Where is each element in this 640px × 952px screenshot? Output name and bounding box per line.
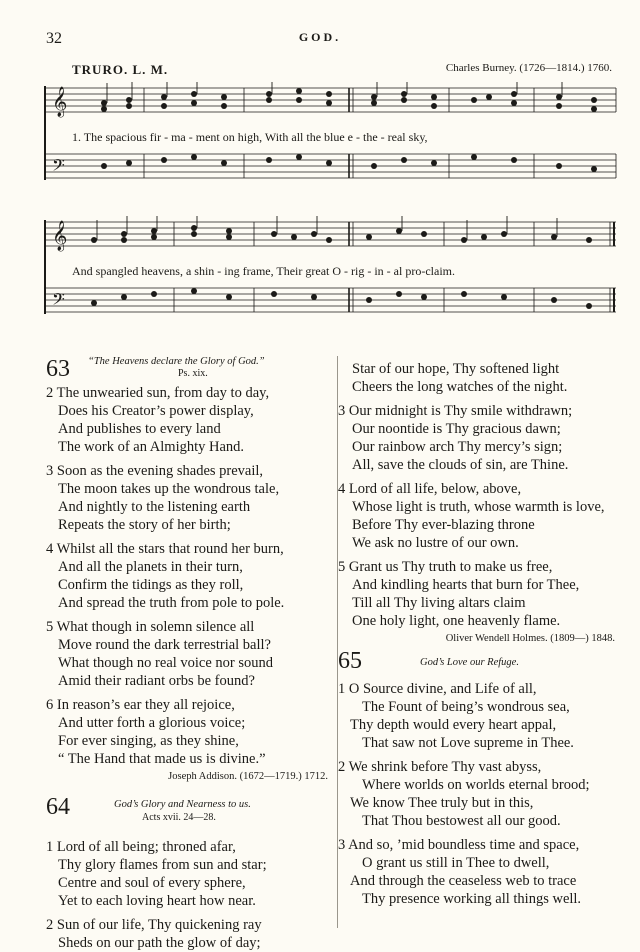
verse-line: Thy depth would every heart appal, <box>350 717 557 733</box>
hymn-65-title: God’s Love our Refuge. <box>420 657 519 668</box>
verse-line: 2 Sun of our life, Thy quickening ray <box>46 917 262 933</box>
hymn-63-verse <box>46 618 334 690</box>
verse-line: That Thou bestowest all our good. <box>362 813 561 829</box>
verse-line: Amid their radiant orbs be found? <box>58 673 255 689</box>
hymn-63-verse <box>46 696 334 768</box>
hymn-65-heading <box>338 650 627 680</box>
verse-line: And nightly to the listening earth <box>58 499 251 515</box>
hymn-64-number: 64 <box>46 794 70 820</box>
tune-lyric-line-2: And spangled heavens, a shin - ing frame, Their great O - rig - in - al pro-claim. <box>72 264 455 278</box>
verse-line: And spread the truth from pole to pole. <box>58 595 285 611</box>
verse-line: 5 Grant us Thy truth to make us free, <box>338 559 553 575</box>
verse-line: What though no real voice nor sound <box>58 655 274 671</box>
hymn-64-heading <box>46 790 334 838</box>
verse-line: 3 And so, ’mid boundless time and space, <box>338 837 580 853</box>
hymn-64-verses <box>46 838 334 952</box>
verse-line: For ever singing, as they shine, <box>58 733 239 749</box>
verse-line: We know Thee truly but in this, <box>350 795 534 811</box>
hymn-64-verse <box>338 480 627 552</box>
hymn-63-attribution: Joseph Addison. (1672—1719.) 1712. <box>168 771 328 782</box>
hymn-64-verse <box>338 402 627 474</box>
verse-line: Whose light is truth, whose warmth is love, <box>352 499 605 515</box>
hymn-63-title: “The Heavens declare the Glory of God.” <box>88 356 265 367</box>
hymn-64-verses-continued <box>338 360 627 648</box>
hymn-64-verse <box>46 916 334 952</box>
verse-line: Centre and soul of every sphere, <box>58 875 246 891</box>
treble-clef-icon: 𝄞 <box>52 87 68 117</box>
bass-clef-icon: 𝄢 <box>52 155 65 179</box>
left-column <box>46 384 334 952</box>
bass-clef-icon-2: 𝄢 <box>52 289 65 313</box>
hymn-65-number: 65 <box>338 648 362 674</box>
verse-line: The moon takes up the wondrous tale, <box>58 481 280 497</box>
verse-line: Before Thy ever-blazing throne <box>352 517 535 533</box>
hymn-63-verse <box>46 384 334 456</box>
verse-line: Our noontide is Thy gracious dawn; <box>352 421 561 437</box>
verse-line: 1 O Source divine, and Life of all, <box>338 681 537 697</box>
hymn-63-number: 63 <box>46 356 70 382</box>
verse-line: Thy presence working all things well. <box>362 891 582 907</box>
tune-composer: Charles Burney. (1726—1814.) 1760. <box>445 62 612 74</box>
verse-line: 2 We shrink before Thy vast abyss, <box>338 759 542 775</box>
verse-line: That saw not Love supreme in Thee. <box>362 735 574 751</box>
verse-line: 6 In reason’s ear they all rejoice, <box>46 697 235 713</box>
verse-line: “ The Hand that made us is divine.” <box>58 751 266 767</box>
page-number: 32 <box>46 30 62 47</box>
verse-line: Confirm the tidings as they roll, <box>58 577 244 593</box>
verse-line: And utter forth a glorious voice; <box>58 715 246 731</box>
verse-line: We ask no lustre of our own. <box>352 535 519 551</box>
hymn-65-verse <box>338 758 627 830</box>
hymn-64-verse <box>338 558 627 630</box>
hymn-65-verses <box>338 680 627 908</box>
verse-line: Star of our hope, Thy softened light <box>352 361 560 377</box>
treble-clef-icon-2: 𝄞 <box>52 221 68 251</box>
verse-line: Our rainbow arch Thy mercy’s sign; <box>352 439 563 455</box>
verse-line: Move round the dark terrestrial ball? <box>58 637 271 653</box>
verse-line: Sheds on our path the glow of day; <box>58 935 261 951</box>
verse-line: All, save the clouds of sin, are Thine. <box>352 457 569 473</box>
verse-line: And publishes to every land <box>58 421 221 437</box>
hymn-63-reference: Ps. xix. <box>178 368 208 379</box>
verse-line: The work of an Almighty Hand. <box>58 439 245 455</box>
tune-name: TRURO. L. M. <box>72 62 169 77</box>
verse-line: O grant us still in Thee to dwell, <box>362 855 550 871</box>
running-head: GOD. <box>298 30 342 44</box>
hymn-65-verse <box>338 836 627 908</box>
verse-line: Where worlds on worlds eternal brood; <box>362 777 590 793</box>
hymn-64-attribution: Oliver Wendell Holmes. (1809—) 1848. <box>445 633 615 644</box>
verse-line: Cheers the long watches of the night. <box>352 379 568 395</box>
verse-line: 5 What though in solemn silence all <box>46 619 255 635</box>
hymn-64-title: God’s Glory and Nearness to us. <box>114 799 251 810</box>
verse-line: One holy light, one heavenly flame. <box>352 613 561 629</box>
hymn-64-reference: Acts xvii. 24—28. <box>142 812 216 823</box>
hymn-63-verse <box>46 540 334 612</box>
verse-line: Till all Thy living altars claim <box>352 595 526 611</box>
hymn-63-verse <box>46 462 334 534</box>
verse-line: And all the planets in their turn, <box>58 559 243 575</box>
verse-line: 3 Soon as the evening shades prevail, <box>46 463 264 479</box>
verse-line: And through the ceaseless web to trace <box>350 873 577 889</box>
hymn-64-verse <box>46 838 334 910</box>
tune-lyric-line-1: 1. The spacious fir - ma - ment on high, With all the blue e - the - real sky, <box>72 130 428 144</box>
verse-line: Repeats the story of her birth; <box>58 517 231 533</box>
verse-line: The Fount of being’s wondrous sea, <box>362 699 570 715</box>
verse-line: Does his Creator’s power display, <box>58 403 254 419</box>
bass-staff <box>44 154 616 178</box>
right-column <box>338 360 627 908</box>
verse-line: Yet to each loving heart how near. <box>58 893 256 909</box>
verse-line: 1 Lord of all being; throned afar, <box>46 839 236 855</box>
verse-line: 2 The unwearied sun, from day to day, <box>46 385 270 401</box>
verse-line: 4 Lord of all life, below, above, <box>338 481 522 497</box>
verse-line: 4 Whilst all the stars that round her burn, <box>46 541 284 557</box>
hymn-64-verse <box>352 360 627 396</box>
verse-line: 3 Our midnight is Thy smile withdrawn; <box>338 403 573 419</box>
hymn-63-verses <box>46 384 334 786</box>
verse-line: And kindling hearts that burn for Thee, <box>352 577 580 593</box>
hymn-65-verse <box>338 680 627 752</box>
verse-line: Thy glory flames from sun and star; <box>58 857 267 873</box>
